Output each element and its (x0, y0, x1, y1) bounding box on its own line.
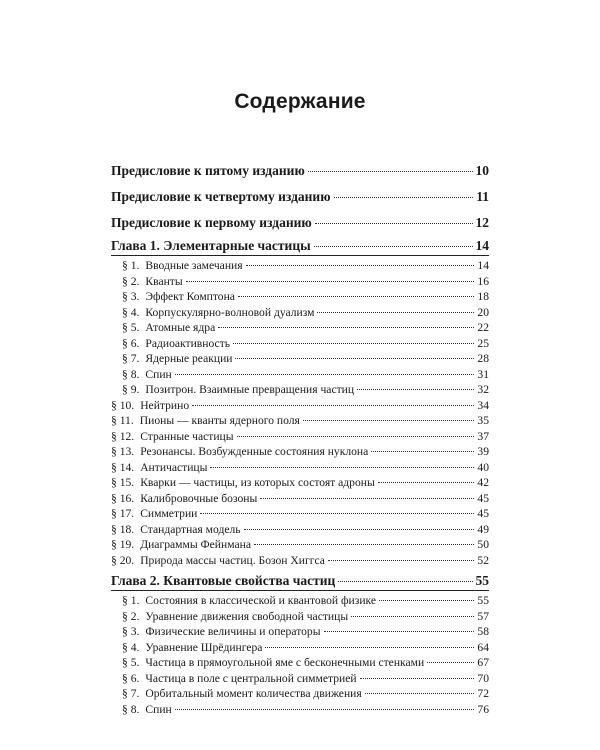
section-title: Кварки — частицы, из которых состоят адроны (140, 476, 375, 489)
section-title: Уравнение движения свободной частицы (145, 609, 349, 623)
chapter-1-sections (111, 258, 489, 568)
toc-section-row[interactable] (111, 398, 489, 414)
section-page: 76 (477, 702, 489, 716)
dot-leader (218, 327, 474, 328)
section-page: 39 (477, 445, 489, 458)
dot-leader (254, 544, 474, 545)
toc-section-row[interactable] (111, 671, 489, 687)
section-title: Диаграммы Фейнмана (140, 538, 251, 551)
section-title: Орбитальный момент количества движения (145, 687, 362, 700)
dot-leader (371, 451, 474, 452)
section-number: § 16. (111, 491, 135, 505)
section-title: Нейтрино (140, 398, 190, 412)
table-of-contents (111, 163, 489, 717)
section-number: § 6. (122, 671, 140, 685)
toc-chapter-1[interactable] (111, 237, 489, 254)
dot-leader (210, 467, 474, 468)
toc-section-row[interactable] (111, 522, 489, 538)
section-title: Уравнение Шрёдингера (145, 640, 263, 654)
toc-section-row[interactable] (111, 686, 489, 702)
chapter-2-sections (111, 593, 489, 717)
section-page: 37 (477, 429, 489, 443)
dot-leader (235, 358, 474, 359)
dot-leader (233, 343, 474, 344)
dot-leader (334, 197, 474, 198)
dot-leader (317, 312, 474, 313)
section-title: Симметрии (140, 507, 198, 520)
section-number: § 9. (122, 383, 140, 396)
section-title: Корпускулярно-волновой дуализм (145, 305, 315, 319)
section-title: Состояния в классической и квантовой физике (145, 594, 377, 607)
section-page: 45 (477, 491, 489, 505)
section-number: § 19. (111, 538, 135, 551)
section-page: 35 (477, 414, 489, 427)
section-number: § 4. (122, 305, 140, 319)
toc-section-row[interactable] (111, 609, 489, 625)
section-number: § 1. (122, 594, 140, 607)
preface-label: Предисловие к пятому изданию (111, 163, 305, 178)
preface-label: Предисловие к четвертому изданию (111, 189, 331, 204)
section-number: § 12. (111, 429, 135, 443)
toc-section-row[interactable] (111, 429, 489, 445)
section-page: 25 (477, 336, 489, 350)
toc-section-row[interactable] (111, 593, 489, 609)
toc-section-row[interactable] (111, 655, 489, 671)
section-title: Природа массы частиц. Бозон Хиггса (140, 553, 325, 567)
dot-leader (192, 405, 474, 406)
toc-section-row[interactable] (111, 506, 489, 522)
preface-page: 12 (475, 215, 489, 230)
chapter-page: 14 (475, 238, 489, 253)
section-number: § 14. (111, 460, 135, 474)
dot-leader (338, 581, 472, 582)
toc-section-row[interactable] (111, 444, 489, 460)
section-page: 16 (477, 274, 489, 288)
toc-preface-4[interactable] (111, 189, 489, 205)
dot-leader (246, 265, 475, 266)
section-title: Радиоактивность (145, 336, 231, 350)
dot-leader (379, 600, 474, 601)
dot-leader (175, 709, 475, 710)
section-number: § 7. (122, 352, 140, 365)
dot-leader (314, 246, 473, 247)
preface-label: Предисловие к первому изданию (111, 215, 312, 230)
section-page: 34 (477, 398, 489, 412)
section-title: Эффект Комптона (145, 290, 235, 303)
toc-section-row[interactable] (111, 491, 489, 507)
dot-leader (265, 647, 474, 648)
section-page: 28 (477, 352, 489, 365)
section-title: Стандартная модель (140, 522, 241, 536)
dot-leader (260, 498, 474, 499)
preface-page: 10 (475, 163, 489, 178)
section-number: § 13. (111, 445, 135, 458)
section-page: 57 (477, 609, 489, 623)
section-title: Частица в поле с центральной симметрией (145, 671, 357, 685)
dot-leader (360, 678, 475, 679)
section-page: 64 (477, 640, 489, 654)
page-title: Содержание (234, 90, 366, 113)
section-title: Античастицы (140, 460, 208, 474)
dot-leader (427, 662, 474, 663)
section-number: § 18. (111, 522, 135, 536)
section-number: § 4. (122, 640, 140, 654)
preface-page: 11 (476, 189, 489, 204)
section-page: 52 (477, 553, 489, 567)
section-title: Ядерные реакции (145, 352, 233, 365)
section-page: 72 (477, 687, 489, 700)
toc-section-row[interactable] (111, 258, 489, 274)
toc-section-row[interactable] (111, 336, 489, 352)
toc-section-row[interactable] (111, 367, 489, 383)
chapter-1-heading-box (111, 237, 489, 256)
dot-leader (365, 693, 475, 694)
section-number: § 6. (122, 336, 140, 350)
section-number: § 2. (122, 609, 140, 623)
section-number: § 8. (122, 367, 140, 381)
toc-section-row[interactable] (111, 413, 489, 429)
section-number: § 1. (122, 259, 140, 272)
section-page: 50 (477, 538, 489, 551)
dot-leader (308, 171, 473, 172)
section-title: Спин (145, 367, 172, 381)
section-title: Резонансы. Возбужденные состояния нуклона (140, 445, 369, 458)
toc-section-row[interactable] (111, 351, 489, 367)
chapter-label: Глава 1. Элементарные частицы (111, 238, 311, 253)
toc-section-row[interactable] (111, 289, 489, 305)
dot-leader (328, 560, 474, 561)
dot-leader (351, 616, 474, 617)
section-page: 20 (477, 305, 489, 319)
section-page: 58 (477, 625, 489, 638)
dot-leader (303, 420, 475, 421)
section-number: § 2. (122, 274, 140, 288)
dot-leader (175, 374, 475, 375)
section-page: 22 (477, 321, 489, 334)
section-number: § 15. (111, 476, 135, 489)
chapter-2-heading-box (111, 572, 489, 591)
section-number: § 5. (122, 321, 140, 334)
section-number: § 3. (122, 290, 140, 303)
section-title: Частица в прямоугольной яме с бесконечными стенками (145, 656, 425, 669)
section-number: § 8. (122, 702, 140, 716)
toc-section-row[interactable] (111, 460, 489, 476)
section-page: 49 (477, 522, 489, 536)
toc-section-row[interactable] (111, 475, 489, 491)
section-page: 70 (477, 671, 489, 685)
toc-section-row[interactable] (111, 274, 489, 290)
dot-leader (315, 223, 473, 224)
section-title: Странные частицы (140, 429, 234, 443)
section-page: 42 (477, 476, 489, 489)
section-page: 31 (477, 367, 489, 381)
section-number: § 10. (111, 398, 135, 412)
toc-section-row[interactable] (111, 382, 489, 398)
section-page: 32 (477, 383, 489, 396)
section-title: Физические величины и операторы (145, 625, 321, 638)
toc-section-row[interactable] (111, 537, 489, 553)
toc-section-row[interactable] (111, 320, 489, 336)
section-page: 45 (477, 507, 489, 520)
dot-leader (378, 482, 475, 483)
section-page: 14 (477, 259, 489, 272)
section-page: 18 (477, 290, 489, 303)
section-number: § 20. (111, 553, 135, 567)
section-title: Спин (145, 702, 172, 716)
section-title: Вводные замечания (145, 259, 243, 272)
toc-preface-5[interactable] (111, 163, 489, 179)
toc-section-row[interactable] (111, 702, 489, 718)
section-title: Позитрон. Взаимные превращения частиц (145, 383, 355, 396)
dot-leader (244, 529, 475, 530)
chapter-label: Глава 2. Квантовые свойства частиц (111, 573, 336, 588)
toc-section-row[interactable] (111, 640, 489, 656)
dot-leader (237, 436, 475, 437)
section-title: Калибровочные бозоны (140, 491, 258, 505)
section-number: § 7. (122, 687, 140, 700)
toc-preface-1[interactable] (111, 215, 489, 231)
section-title: Пионы — кванты ядерного поля (139, 414, 300, 427)
section-title: Кванты (145, 274, 183, 288)
section-number: § 3. (122, 625, 140, 638)
section-number: § 11. (111, 414, 134, 427)
toc-section-row[interactable] (111, 553, 489, 569)
toc-chapter-2[interactable] (111, 572, 489, 589)
dot-leader (186, 281, 475, 282)
section-number: § 5. (122, 656, 140, 669)
dot-leader (238, 296, 474, 297)
dot-leader (357, 389, 474, 390)
section-number: § 17. (111, 507, 135, 520)
section-title: Атомные ядра (145, 321, 216, 334)
section-page: 55 (477, 594, 489, 607)
toc-section-row[interactable] (111, 305, 489, 321)
dot-leader (324, 631, 475, 632)
dot-leader (200, 513, 474, 514)
section-page: 40 (477, 460, 489, 474)
section-page: 67 (477, 656, 489, 669)
chapter-page: 55 (475, 573, 489, 588)
toc-section-row[interactable] (111, 624, 489, 640)
